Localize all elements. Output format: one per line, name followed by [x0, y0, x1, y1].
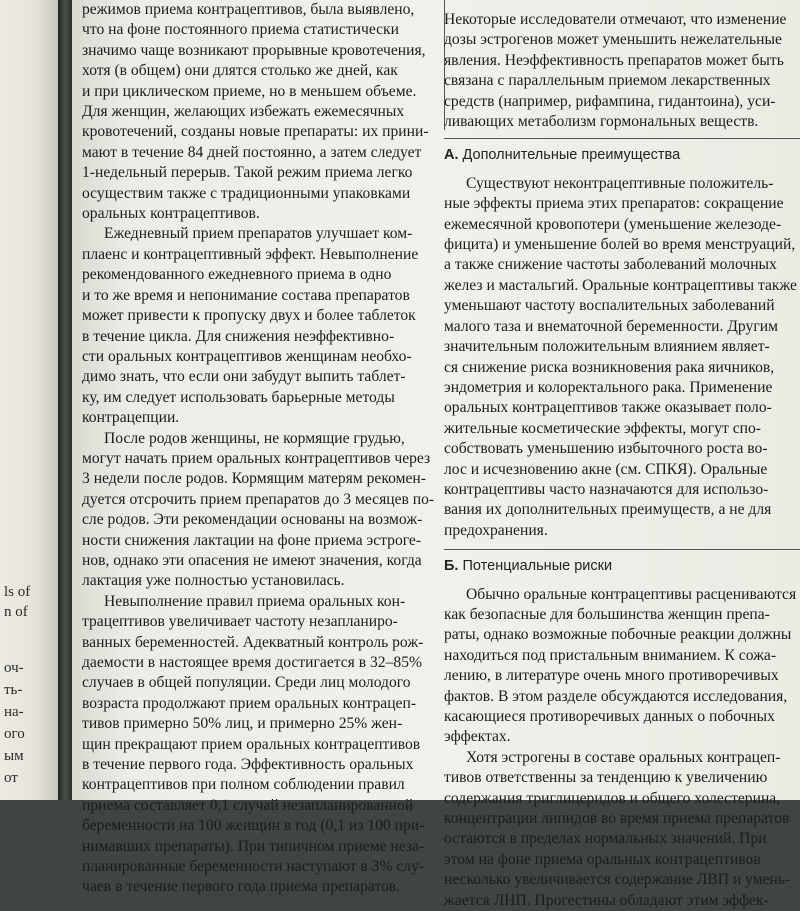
- text-line: Существуют неконтрацептивные положитель-: [466, 174, 774, 192]
- section-b-paragraph-2: [444, 748, 800, 911]
- text-line: 1-недельный перерыв. Такой режим приема легко: [82, 164, 413, 182]
- text-line: ности снижения лактации на фоне приема эстроге-: [82, 531, 422, 549]
- text-line: содержания триглицеридов и общего холестерина,: [444, 789, 781, 807]
- text-line: находиться под пристальным вниманием. К сожа-: [444, 646, 777, 664]
- text-line: эндометрия и колоректального рака. Применение: [444, 378, 773, 396]
- text-line: малого таза и внематочной беременности. Другим: [444, 317, 778, 335]
- text-line: и при циклическом приеме, но в меньшем объеме.: [82, 82, 417, 100]
- text-line: лос и исчезновению акне (см. СПКЯ). Оральные: [444, 460, 768, 478]
- text-line: ежемесячной кровопотери (уменьшение железоде-: [444, 215, 782, 233]
- section-a-letter: А.: [444, 147, 459, 164]
- text-line: режимов приема контрацептивов, была выявлено,: [82, 1, 415, 18]
- text-line: Хотя эстрогены в составе оральных контрацеп-: [466, 748, 781, 766]
- text-line: мают в течение 84 дней постоянно, а затем следует: [82, 143, 422, 161]
- text-line: этом на фоне приема оральных контрацептивов: [444, 850, 761, 868]
- text-line: вания их дополнительных преимуществ, а не для: [444, 501, 772, 519]
- text-line: кровотечений, созданы новые препараты: их прини-: [82, 123, 429, 141]
- text-line: тивов примерно 50% лиц, и примерно 25% жен-: [82, 715, 403, 733]
- text-line: ванных беременностей. Адекватный контроль рож-: [82, 633, 424, 651]
- text-line: приема составляет 0,1 случай незапланированной: [82, 796, 414, 814]
- text-line: фицита) и уменьшение болей во время менструаций,: [444, 236, 796, 254]
- text-line: ливающих метаболизм гормональных веществ.: [444, 113, 759, 131]
- intro-paragraph: [444, 10, 800, 132]
- text-line: Ежедневный прием препаратов улучшает ком-: [104, 225, 413, 243]
- section-b-title: Потенциальные риски: [462, 558, 613, 575]
- text-line: ку, им следует использовать барьерные методы: [82, 388, 395, 406]
- text-line: дозы эстрогенов может уменьшить нежелательные: [444, 31, 782, 49]
- text-line: лактация уже полностью установилась.: [82, 572, 345, 590]
- text-line: ся снижение риска возникновения рака яичников,: [444, 358, 775, 376]
- text-line: фактов. В этом разделе обсуждаются исследования,: [444, 687, 788, 705]
- text-line: могут начать прием оральных контрацептивов через: [82, 449, 431, 467]
- text-line: концентрации липидов во время приема препаратов: [444, 810, 790, 828]
- previous-page-fragment: n of: [4, 604, 28, 620]
- text-line: трацептивов увеличивает частоту незапланиро-: [82, 613, 398, 631]
- previous-page-fragment: ls of: [4, 584, 31, 600]
- text-line: чаев в течение первого года приема препаратов.: [82, 878, 401, 896]
- text-line: После родов женщины, не кормящие грудью,: [104, 429, 405, 447]
- previous-page-fragment: ым: [4, 748, 24, 764]
- text-line: значимо чаще возникают прорывные кровотечения,: [82, 41, 426, 59]
- text-line: сле родов. Эти рекомендации основаны на возмож-: [82, 511, 423, 529]
- previous-page-fragment: от: [4, 770, 18, 786]
- text-line: оральных контрацептивов также оказывает поло-: [444, 399, 772, 417]
- text-line: дуется отсрочить прием препаратов до 3 месяцев по-: [82, 490, 435, 508]
- section-b-paragraph-1: [444, 585, 800, 748]
- text-line: жается ЛНП. Прогестины обладают этим эффек-: [444, 891, 769, 909]
- text-line: значительным положительным влиянием являет-: [444, 338, 770, 356]
- previous-page-fragment: ть-: [4, 682, 23, 698]
- text-line: собствовать уменьшению избыточного роста во-: [444, 440, 768, 458]
- text-line: средств (например, рифампина, гидантоина), уси-: [444, 92, 776, 110]
- section-a-heading: [444, 138, 800, 165]
- text-line: как безопасные для большинства женщин препа-: [444, 605, 770, 623]
- previous-page-fragment: оч-: [4, 660, 24, 676]
- text-line: уменьшают частоту воспалительных заболеваний: [444, 297, 775, 315]
- text-line: рекомендованного ежедневного приема в одно: [82, 266, 392, 284]
- text-line: что на фоне постоянного приема статистически: [82, 21, 399, 39]
- text-line: нимавших препараты). При типичном приеме неза-: [82, 837, 425, 855]
- text-line: контрацептивов при полном соблюдении правил: [82, 776, 405, 794]
- text-line: нов, однако эти опасения не имеют значения, когда: [82, 551, 422, 569]
- right-column: [444, 10, 800, 911]
- text-line: остаются в пределах нормальных значений. При: [444, 830, 767, 848]
- text-line: предохранения.: [444, 521, 548, 539]
- text-line: планированные беременности наступают в 3% слу-: [82, 858, 425, 876]
- text-line: лению, в литературе очень много противоречивых: [444, 667, 779, 685]
- book-gutter: [58, 0, 72, 800]
- text-line: даемости в настоящее время достигается в 32–85%: [82, 654, 422, 671]
- text-line: в течение первого года. Эффективность оральных: [82, 756, 414, 774]
- previous-page-fragment: ого: [4, 726, 25, 742]
- paragraph: [82, 592, 434, 898]
- text-line: плаенс и контрацептивный эффект. Невыполнение: [82, 245, 419, 263]
- text-line: оральных контрацептивов.: [82, 205, 260, 223]
- text-line: димо знать, что если они забудут выпить таблет-: [82, 368, 406, 386]
- section-a-body: [444, 174, 800, 541]
- text-line: может привести к пропуску двух и более таблеток: [82, 307, 416, 325]
- text-line: жительные косметические эффекты, могут спо-: [444, 419, 761, 437]
- text-line: осуществим также с традиционными упаковками: [82, 184, 411, 202]
- text-line: связана с параллельным приемом лекарственных: [444, 72, 771, 90]
- previous-page-fragment: на-: [4, 704, 24, 720]
- text-line: несколько увеличивается содержание ЛВП и умень-: [444, 871, 791, 889]
- text-line: хотя (в общем) они длятся столько же дней, как: [82, 62, 398, 80]
- text-line: желез и мастальгий. Оральные контрацептивы также: [444, 276, 797, 294]
- previous-page-edge: [0, 0, 58, 800]
- text-line: сти оральных контрацептивов женщинам необхо-: [82, 347, 412, 365]
- text-line: в течение цикла. Для снижения неэффективно-: [82, 327, 395, 345]
- text-line: раты, однако возможные побочные реакции должны: [444, 626, 792, 644]
- left-column: [82, 0, 434, 898]
- text-line: Некоторые исследователи отмечают, что изменение: [444, 11, 787, 28]
- text-line: и то же время и непонимание состава препаратов: [82, 286, 410, 304]
- text-line: тивов ответственны за тенденцию к увеличению: [444, 769, 768, 787]
- text-line: случаев в общей популяции. Среди лиц молодого: [82, 674, 411, 692]
- text-line: щин прекращают прием оральных контрацептивов: [82, 735, 421, 753]
- paragraph: [82, 0, 434, 224]
- text-line: касающиеся противоречивых данных о побочных: [444, 708, 775, 725]
- text-line: 3 недели после родов. Кормящим матерям рекомен-: [82, 470, 426, 488]
- section-b-heading: [444, 549, 800, 576]
- text-line: возраста продолжают прием оральных контрацеп-: [82, 694, 417, 712]
- section-a-title: Дополнительные преимущества: [462, 147, 681, 164]
- text-line: Для женщин, желающих избежать ежемесячных: [82, 103, 405, 121]
- text-line: Невыполнение правил приема оральных кон-: [104, 592, 406, 610]
- text-line: беременности на 100 женщин в год (0,1 из 100 при-: [82, 817, 425, 835]
- text-line: а также снижение частоты заболеваний молочных: [444, 256, 777, 274]
- text-line: явления. Неэффективность препаратов может быть: [444, 51, 784, 69]
- text-line: ные эффекты приема этих препаратов: сокращение: [444, 195, 784, 213]
- text-line: контрацепции.: [82, 409, 180, 427]
- paragraph: [82, 224, 434, 428]
- text-line: эффектах.: [444, 728, 511, 746]
- book-page: [72, 0, 800, 909]
- paragraph: [82, 429, 434, 592]
- text-line: контрацептивы часто назначаются для использо-: [444, 480, 769, 498]
- section-b-letter: Б.: [444, 558, 459, 575]
- text-line: Обычно оральные контрацептивы расцениваются: [466, 585, 797, 603]
